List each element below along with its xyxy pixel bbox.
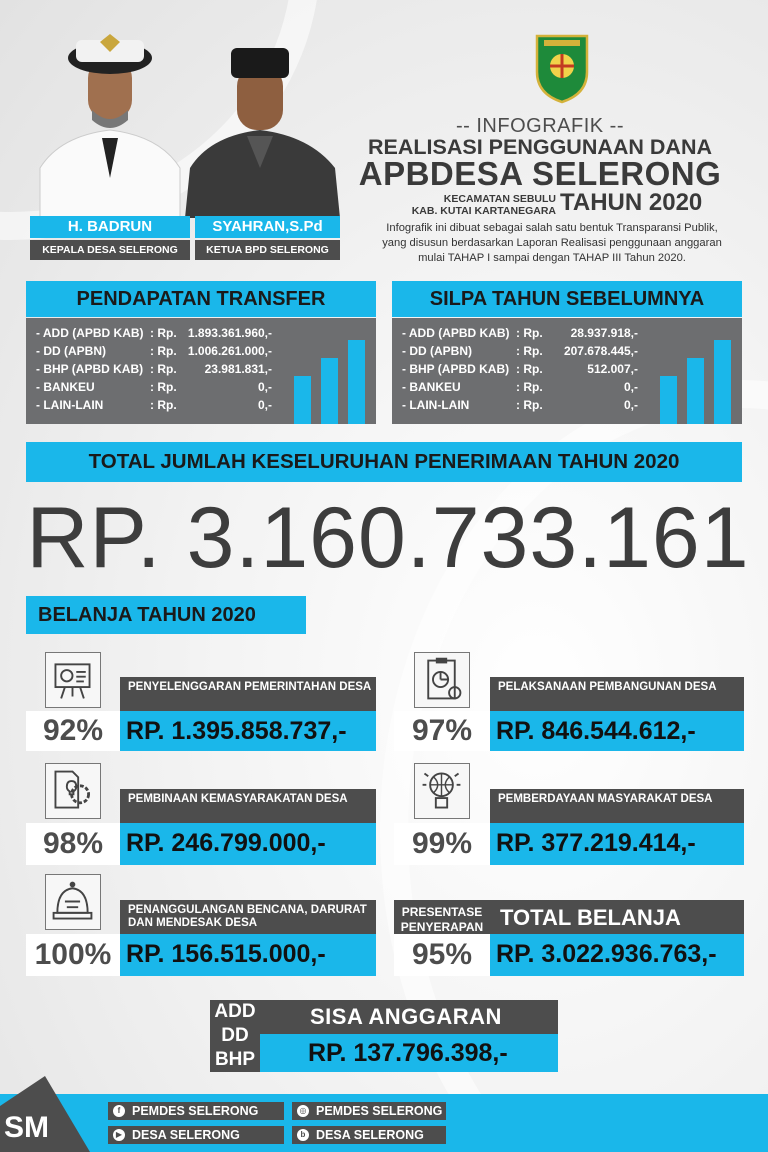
instagram-icon: ◎ [297, 1105, 309, 1117]
category-percent: 97% [394, 711, 490, 751]
sisa-tag: ADD [214, 1001, 256, 1022]
revenue-row-cur: : Rp. [150, 344, 177, 358]
revenue-row-cur: : Rp. [516, 380, 543, 394]
official-role: KETUA BPD SELERONG [195, 240, 340, 260]
lightbulb-globe-icon [415, 764, 468, 817]
category-amount: RP. 246.799.000,- [120, 823, 376, 865]
category-percent: 98% [26, 823, 120, 865]
sisa-tag: DD [221, 1025, 249, 1046]
kutai-kartanegara-emblem-icon [532, 32, 592, 104]
total-penerimaan-label: TOTAL JUMLAH KESELURUHAN PENERIMAAN TAHUN 2020 [26, 442, 742, 482]
alarm-bell-icon [46, 875, 99, 928]
category-percent: 100% [26, 934, 120, 976]
clipboard-chart-icon [415, 653, 468, 706]
revenue-row-label: - BANKEU [36, 380, 95, 394]
footer-logo: SM [4, 1111, 49, 1144]
category-amount: RP. 156.515.000,- [120, 934, 376, 976]
youtube-link[interactable] [108, 1126, 284, 1144]
infographic-pretitle: -- INFOGRAFIK -- [456, 115, 624, 137]
official-name: SYAHRAN,S.Pd [195, 216, 340, 238]
category-icon-box [45, 874, 101, 930]
belanja-title: BELANJA TAHUN 2020 [26, 596, 306, 634]
facebook-icon: f [113, 1105, 125, 1117]
category-label: PENANGGULANGAN BENCANA, DARURAT DAN MENDESAK DESA [120, 900, 376, 934]
revenue-row-value: 0,- [257, 380, 272, 394]
silpa-panel [392, 318, 742, 424]
silpa-bar [714, 340, 731, 424]
absorption-percent: 95% [394, 934, 490, 976]
revenue-row-label: - BHP (APBD KAB) [402, 362, 510, 376]
facebook-link-label: PEMDES SELERONG [132, 1104, 259, 1118]
sisa-tag: BHP [214, 1049, 256, 1070]
official-name: H. BADRUN [30, 216, 190, 238]
revenue-row-cur: : Rp. [516, 344, 543, 358]
revenue-row-cur: : Rp. [516, 326, 543, 340]
category-icon-box [414, 652, 470, 708]
ketua-bpd-photo [185, 18, 345, 218]
category-icon-box [45, 652, 101, 708]
revenue-row-cur: : Rp. [150, 362, 177, 376]
category-label: PELAKSANAAN PEMBANGUNAN DESA [490, 677, 744, 711]
category-percent: 99% [394, 823, 490, 865]
category-amount: RP. 846.544.612,- [490, 711, 744, 751]
official-role: KEPALA DESA SELERONG [30, 240, 190, 260]
absorption-label: PRESENTASE PENYERAPAN [394, 900, 490, 940]
revenue-row-value: 1.006.261.000,- [187, 344, 272, 358]
title-line-2: APBDESA SELERONG [358, 155, 722, 192]
revenue-row-value: 23.981.831,- [204, 362, 272, 376]
blog-link-label: DESA SELERONG [316, 1128, 424, 1142]
instagram-link-label: PEMDES SELERONG [316, 1104, 443, 1118]
revenue-bar [321, 358, 338, 424]
category-label: PENYELENGGARAN PEMERINTAHAN DESA [120, 677, 376, 711]
facebook-link[interactable] [108, 1102, 284, 1120]
revenue-row-value: 0,- [623, 380, 638, 394]
revenue-row-label: - LAIN-LAIN [402, 398, 470, 412]
revenue-row-cur: : Rp. [150, 326, 177, 340]
total-belanja-label: TOTAL BELANJA [490, 900, 744, 934]
revenue-row-cur: : Rp. [516, 398, 543, 412]
revenue-row-label: - BANKEU [402, 380, 461, 394]
instagram-link[interactable] [292, 1102, 446, 1120]
description-line: Infografik ini dibuat sebagai salah satu bentuk Transparansi Publik, [386, 222, 718, 234]
pendapatan-transfer-panel [26, 318, 376, 424]
youtube-icon: ▶ [113, 1129, 125, 1141]
revenue-row-cur: : Rp. [516, 362, 543, 376]
category-label: PEMBINAAN KEMASYARAKATAN DESA [120, 789, 376, 823]
category-amount: RP. 1.395.858.737,- [120, 711, 376, 751]
kabupaten-label: KAB. KUTAI KARTANEGARA [411, 205, 556, 217]
revenue-row-label: - ADD (APBD KAB) [36, 326, 144, 340]
description [352, 221, 752, 266]
revenue-row-value: 512.007,- [587, 362, 638, 376]
revenue-row-label: - DD (APBN) [36, 344, 106, 358]
revenue-row-cur: : Rp. [150, 380, 177, 394]
revenue-row-value: 207.678.445,- [563, 344, 638, 358]
revenue-row-value: 0,- [257, 398, 272, 412]
sisa-tags [210, 1000, 260, 1072]
blog-icon: b [297, 1129, 309, 1141]
revenue-bar [294, 376, 311, 424]
revenue-row-value: 0,- [623, 398, 638, 412]
revenue-row-value: 1.893.361.960,- [187, 326, 272, 340]
category-label: PEMBERDAYAAN MASYARAKAT DESA [490, 789, 744, 823]
category-amount: RP. 377.219.414,- [490, 823, 744, 865]
total-penerimaan-value: RP. 3.160.733.161 [26, 490, 750, 586]
total-belanja-value: RP. 3.022.936.763,- [490, 934, 744, 976]
title-line-1: REALISASI PENGGUNAAN DANA [367, 135, 713, 159]
category-icon-box [414, 763, 470, 819]
youtube-link-label: DESA SELERONG [132, 1128, 240, 1142]
kepala-desa-photo [30, 18, 190, 218]
silpa-bar [687, 358, 704, 424]
revenue-row-label: - ADD (APBD KAB) [402, 326, 510, 340]
category-icon-box [45, 763, 101, 819]
revenue-row-value: 28.937.918,- [570, 326, 638, 340]
silpa-title: SILPA TAHUN SEBELUMNYA [392, 281, 742, 317]
document-gear-icon [46, 764, 99, 817]
revenue-row-label: - BHP (APBD KAB) [36, 362, 144, 376]
kecamatan-label: KECAMATAN SEBULU [443, 193, 556, 205]
blog-link[interactable] [292, 1126, 446, 1144]
pendapatan-transfer-title: PENDAPATAN TRANSFER [26, 281, 376, 317]
revenue-bar [348, 340, 365, 424]
revenue-row-cur: : Rp. [150, 398, 177, 412]
year-label: TAHUN 2020 [560, 189, 703, 216]
sisa-anggaran-value: RP. 137.796.398,- [260, 1034, 558, 1072]
description-line: yang disusun berdasarkan Laporan Realisasi penggunaan anggaran [382, 237, 722, 249]
description-line: mulai TAHAP I sampai dengan TAHAP III Tahun 2020. [418, 252, 686, 264]
presentation-board-icon [46, 653, 99, 706]
category-percent: 92% [26, 711, 120, 751]
sisa-anggaran-label: SISA ANGGARAN [260, 1000, 558, 1034]
silpa-bar [660, 376, 677, 424]
revenue-row-label: - LAIN-LAIN [36, 398, 104, 412]
revenue-row-label: - DD (APBN) [402, 344, 472, 358]
